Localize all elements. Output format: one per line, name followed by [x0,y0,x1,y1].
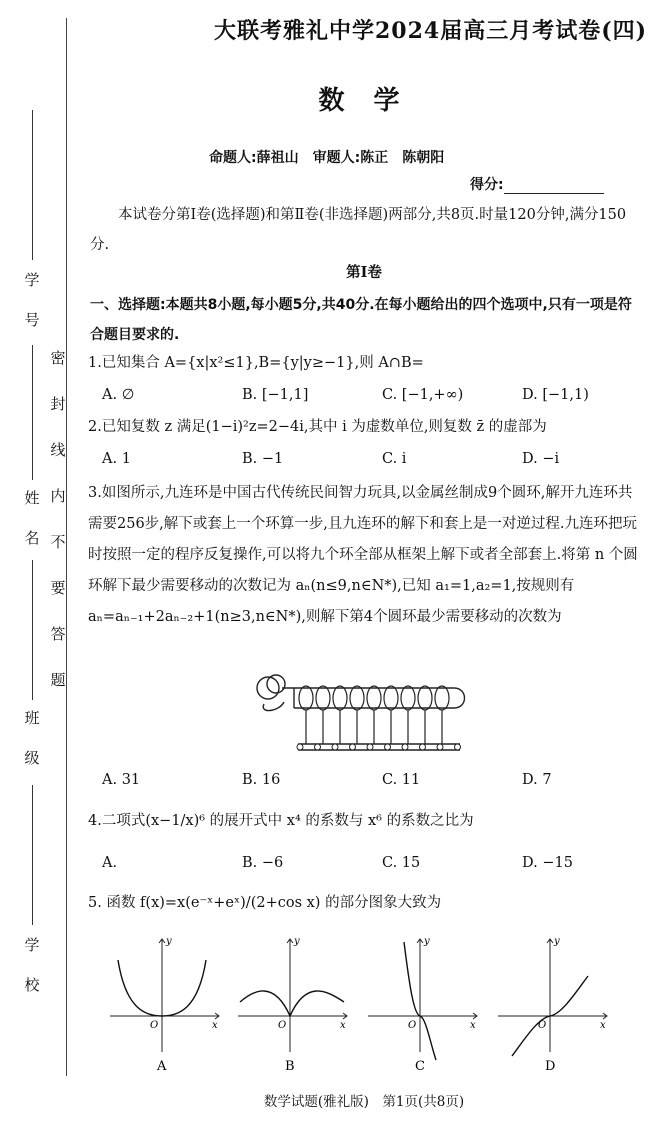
frame-bead [402,744,408,750]
q2-option-b[interactable]: B. −1 [242,451,284,467]
graph-option-label: B [285,1059,295,1074]
field-label-class: 班 级 [24,709,40,767]
ring [384,686,398,710]
question-3-options [102,765,642,795]
score-blank[interactable] [504,179,604,194]
exam-instructions: 本试卷分第Ⅰ卷(选择题)和第Ⅱ卷(非选择题)两部分,共8页.时量120分钟,满分150分. [90,207,627,253]
subject-title: 数 学 [318,86,410,116]
graph-option-c[interactable] [364,930,484,1075]
q3-option-c[interactable]: C. 11 [382,772,421,788]
wheels-group [297,744,461,750]
question-4: 4.二项式(x−1/x)⁶ 的展开式中 x⁴ 的系数与 x⁶ 的系数之比为 [88,813,474,829]
q3-option-d[interactable]: D. 7 [522,772,552,788]
frame-bead [332,744,338,750]
q1-option-d[interactable]: D. [−1,1) [522,387,589,403]
origin-label: O [278,1020,287,1031]
q2-option-c[interactable]: C. i [382,451,407,467]
score-label: 得分: [470,177,504,193]
frame-bead [437,744,443,750]
question-4-options [102,848,642,878]
q3-option-a[interactable]: A. 31 [102,772,141,788]
origin-label: O [538,1020,547,1031]
class-blank[interactable] [32,560,33,700]
q1-option-c[interactable]: C. [−1,+∞) [382,387,464,403]
field-label-name: 姓 名 [24,489,40,547]
q4-option-c[interactable]: C. 15 [382,855,421,871]
question-2: 2.已知复数 z 满足(1−i)²z=2−4i,其中 i 为虚数单位,则复数 z̄ 的虚部为 [88,419,547,435]
y-axis-label: y [554,936,560,947]
score-field[interactable] [470,174,604,194]
authors-line: 命题人:薛祖山 审题人:陈正 陈朝阳 [209,150,445,166]
q4-option-a[interactable]: A. [102,855,118,871]
origin-label: O [150,1020,159,1031]
rings-group [299,686,449,744]
question-1-options [102,380,642,410]
exam-title: 大联考雅礼中学2024届高三月考试卷(四) [214,18,648,44]
graph-option-d[interactable] [494,930,614,1075]
graph-option-label: C [415,1059,425,1074]
q4-option-d[interactable]: D. −15 [522,855,573,871]
y-axis-label: y [294,936,300,947]
ring [333,686,347,710]
x-axis-label: x [340,1020,346,1031]
student-id-blank[interactable] [32,110,33,260]
q3-option-b[interactable]: B. 16 [242,772,281,788]
question-2-options [102,444,642,474]
ring [316,686,330,710]
q1-option-b[interactable]: B. [−1,1] [242,387,309,403]
page-footer: 数学试题(雅礼版) 第1页(共8页) [263,1094,465,1110]
frame-bead [385,744,391,750]
q4-option-b[interactable]: B. −6 [242,855,284,871]
seal-notice: 密 封 线 内 不 要 答 题 [50,349,66,689]
frame-bead [420,744,426,750]
frame-bead [367,744,373,750]
x-axis-label: x [212,1020,218,1031]
q2-option-d[interactable]: D. −i [522,451,560,467]
origin-label: O [408,1020,417,1031]
graph-option-label: D [545,1059,556,1074]
q2-option-a[interactable]: A. 1 [102,451,131,467]
binding-margin [0,0,70,1122]
question-1: 1.已知集合 A={x|x²≤1},B={y|y≥−1},则 A∩B= [88,355,424,371]
ring [418,686,432,710]
exam-page [84,0,648,1122]
field-label-school: 学 校 [24,936,40,994]
q1-option-a[interactable]: A. ∅ [102,387,135,403]
name-blank[interactable] [32,345,33,480]
function-curve [240,991,344,1016]
field-label-student-id: 学 号 [24,271,40,329]
y-axis-label: y [424,936,430,947]
ring [367,686,381,710]
frame-bead [297,744,303,750]
ring [435,686,449,710]
y-axis-label: y [166,936,172,947]
ring [350,686,364,710]
ring [401,686,415,710]
school-blank[interactable] [32,785,33,925]
nine-linked-rings-figure [254,668,474,758]
graph-option-b[interactable] [234,930,354,1075]
frame-bead [315,744,321,750]
ring [299,686,313,710]
question-5: 5. 函数 f(x)=x(e⁻ˣ+eˣ)/(2+cos x) 的部分图象大致为 [88,895,442,911]
question-3: 3.如图所示,九连环是中国古代传统民间智力玩具,以金属丝制成9个圆环,解开九连环共需要256步,解下或套上一个环算一步,且九连环的解下和套上是一对逆过程.九连环把玩时按照一定的程序反复操作,可以将九个环全部从框架上解下或者全部套上.将第 n 个圆环解下最少需要移动的次数记为 aₙ(n≤9,n∈N*),已知 a₁=1,a₂=1,按规则有 aₙ=aₙ₋₁+2aₙ₋₂+1(n≥3,n∈N*),则解下第4个圆环最少需要移动的次数为 [88,485,638,625]
graph-option-label: A [157,1059,167,1074]
frame-bead [455,744,461,750]
x-axis-label: x [600,1020,606,1031]
section-heading: 一、选择题:本题共8小题,每小题5分,共40分.在每小题给出的四个选项中,只有一项是符合题目要求的. [90,297,632,343]
x-axis-label: x [470,1020,476,1031]
volume-heading: 第Ⅰ卷 [346,264,382,281]
frame-bead [350,744,356,750]
graph-option-a[interactable] [106,930,226,1075]
